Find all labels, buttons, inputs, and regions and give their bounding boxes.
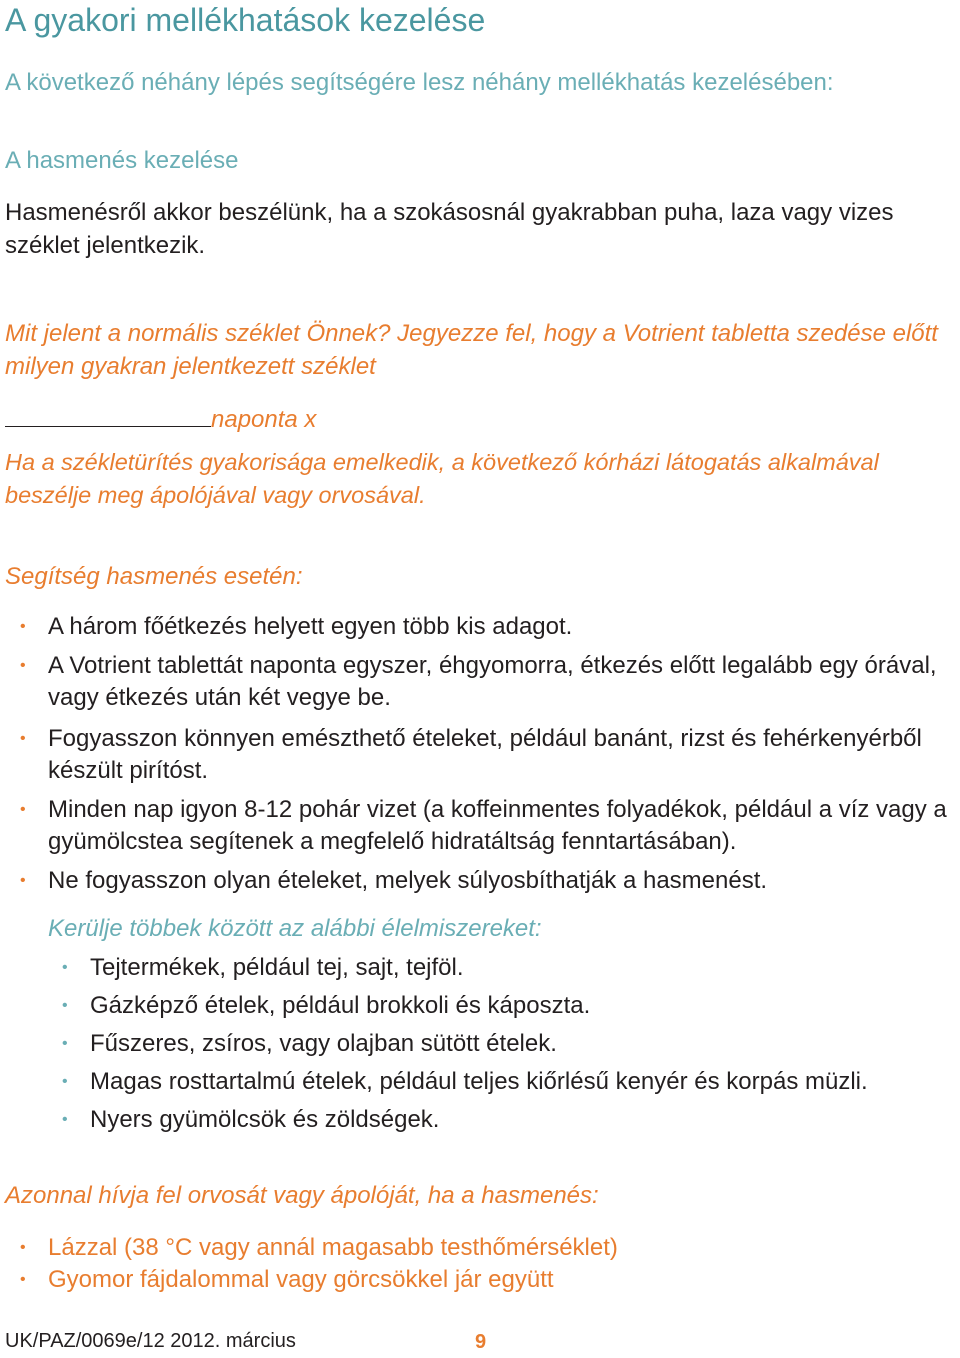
question-lead: Mit jelent a normális széklet Önnek? <box>5 320 391 347</box>
help-heading: Segítség hasmenés esetén: <box>5 563 303 590</box>
list-item: • A Votrient tablettát naponta egyszer, éhgyomorra, étkezés előtt legalább egy órával, vagy étkezés után két vegye be. <box>20 652 937 711</box>
list-item: • Magas rosttartalmú ételek, például teljes kiőrlésű kenyér és korpás müzli. <box>90 1066 960 1098</box>
call-heading: Azonnal hívja fel orvosát vagy ápolóját, ha a hasmenés: <box>5 1182 599 1209</box>
definition-paragraph: Hasmenésről akkor beszélünk, ha a szokásosnál gyakrabban puha, laza vagy vizes széklet jelentkezik. <box>5 199 894 259</box>
bullet-icon: • <box>20 657 26 674</box>
help-list <box>20 611 960 897</box>
bullet-icon: • <box>20 801 26 818</box>
list-item: • Gyomor fájdalommal vagy görcsökkel jár együtt <box>48 1264 948 1296</box>
question-paragraph <box>5 317 955 383</box>
bullet-icon: • <box>62 959 68 976</box>
page-title: A gyakori mellékhatások kezelése <box>5 2 486 38</box>
list-item: • Ne fogyasszon olyan ételeket, melyek súlyosbíthatják a hasmenést. <box>48 865 960 897</box>
call-list <box>20 1232 948 1296</box>
list-item: • Minden nap igyon 8-12 pohár vizet (a koffeinmentes folyadékok, például a víz vagy a gyümölcstea segítenek a megfelelő hidratáltság fenntartásában). <box>20 796 947 855</box>
section-heading: A hasmenés kezelése <box>5 147 239 174</box>
list-item: • Fűszeres, zsíros, vagy olajban sütött ételek. <box>90 1028 960 1060</box>
bullet-icon: • <box>62 1111 68 1128</box>
blank-suffix: naponta x <box>211 406 317 433</box>
intro-text: A következő néhány lépés segítségére lesz néhány mellékhatás kezelésében: <box>5 69 834 96</box>
bullet-icon: • <box>62 1035 68 1052</box>
list-item: • Nyers gyümölcsök és zöldségek. <box>90 1104 960 1136</box>
list-item: • A három főétkezés helyett egyen több kis adagot. <box>48 611 960 643</box>
list-item: • Tejtermékek, például tej, sajt, tejföl. <box>90 952 960 984</box>
list-item: • Lázzal (38 °C vagy annál magasabb testhőmérséklet) <box>48 1232 948 1264</box>
fill-in-blank[interactable] <box>5 400 211 427</box>
bullet-icon: • <box>20 1271 26 1288</box>
question-body: Jegyezze fel, hogy a Votrient tabletta szedése előtt milyen gyakran jelentkezett széklet <box>5 320 938 380</box>
bullet-icon: • <box>20 730 26 747</box>
frequency-blank-line <box>5 400 316 434</box>
avoid-heading: Kerülje többek között az alábbi élelmiszereket: <box>48 915 542 942</box>
bullet-icon: • <box>62 1073 68 1090</box>
list-item: • Fogyasszon könnyen emészthető ételeket, például banánt, rizst és fehérkenyérből készült pirítóst. <box>20 725 922 784</box>
bullet-icon: • <box>20 618 26 635</box>
footer-code: UK/PAZ/0069e/12 2012. március <box>5 1330 296 1352</box>
list-item: • Gázképző ételek, például brokkoli és káposzta. <box>90 990 960 1022</box>
bullet-icon: • <box>20 872 26 889</box>
bullet-icon: • <box>62 997 68 1014</box>
page-number: 9 <box>475 1331 487 1353</box>
bullet-icon: • <box>20 1239 26 1256</box>
avoid-list <box>62 952 960 1136</box>
warning-paragraph: Ha a székletürítés gyakorisága emelkedik, a következő kórházi látogatás alkalmával beszélje meg ápolójával vagy orvosával. <box>5 449 879 508</box>
